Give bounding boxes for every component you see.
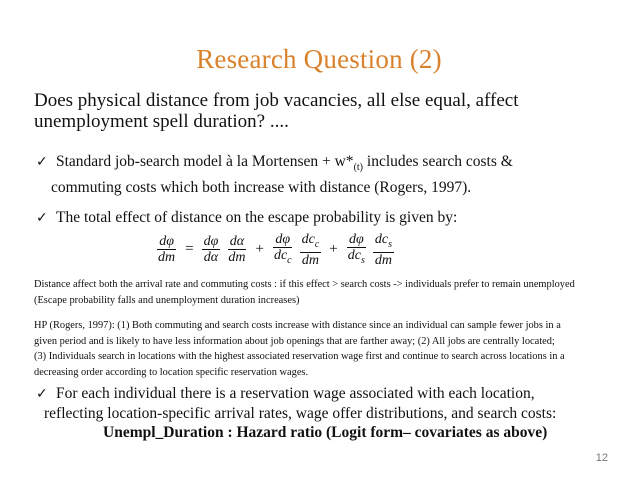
bullet-search-model <box>36 152 616 198</box>
note-line-1: Distance affect both the arrival rate and commuting costs : if this effect > search costs -> individuals prefer to remain unemployed <box>34 279 575 290</box>
distance-effect-note <box>34 277 614 308</box>
bullet1-text-a: Standard job-search model à la Mortensen + w* <box>56 153 354 170</box>
checkmark-icon: ✓ <box>36 154 48 170</box>
question-line-2: unemployment spell duration? .... <box>34 111 289 132</box>
bullet-reservation-wage <box>36 384 626 424</box>
hp-line-2: given period and is likely to have less information about job openings that are farther away; (2) All jobs are centrally located; <box>34 335 555 347</box>
hypotheses-note <box>34 318 614 380</box>
question-line-1: Does physical distance from job vacancies, all else equal, affect <box>34 90 519 111</box>
hp-line-3: (3) Individuals search in locations with the highest associated reservation wage first and continue to search across locations in a <box>34 351 565 362</box>
checkmark-icon: ✓ <box>36 210 48 226</box>
bullet3-line-1: For each individual there is a reservation wage associated with each location, <box>56 385 535 402</box>
checkmark-icon: ✓ <box>36 386 48 402</box>
bullet-total-effect <box>36 208 616 228</box>
fraction-dcs-dm: $\frac{dc_s}{dm}$ <box>374 232 392 268</box>
escape-probability-equation <box>156 232 394 268</box>
fraction-dalpha-dm: $\frac{d\alpha}{dm}$ <box>228 234 246 266</box>
fraction-dphi-dalpha: $\frac{d\varphi}{d\alpha}$ <box>203 234 219 266</box>
bullet3-line-2: reflecting location-specific arrival rates, wage offer distributions, and search costs: <box>44 405 557 422</box>
bullet1-line-2: commuting costs which both increase with distance (Rogers, 1997). <box>51 179 472 197</box>
hp-line-4: decreasing order according to location specific reservation wages. <box>34 366 309 378</box>
bullet1-subscript: (t) <box>353 162 364 174</box>
model-specification: Unempl_Duration : Hazard ratio (Logit form– covariates as above) <box>103 424 548 441</box>
fraction-dcc-dm: $\frac{dc_c}{dm}$ <box>301 232 320 268</box>
plus-sign: + <box>255 241 264 258</box>
fraction-dphi-dcc: $\frac{d\varphi}{dc_c}$ <box>273 232 292 266</box>
equals-sign: = <box>185 241 194 258</box>
fraction-dphi-dm: $\frac{d\varphi}{dm}$ <box>158 234 176 266</box>
fraction-dphi-dcs: $\frac{d\varphi}{dc_s}$ <box>347 232 365 266</box>
note-line-2: (Escape probability falls and unemployment duration increases) <box>34 294 300 306</box>
page-number: 12 <box>595 452 608 464</box>
bullet2-text: The total effect of distance on the escape probability is given by: <box>56 209 458 226</box>
bullet1-text-b: includes search costs & <box>363 153 513 170</box>
hp-line-1: HP (Rogers, 1997): (1) Both commuting and search costs increase with distance since an individual can sample fewer jobs in a <box>34 320 561 331</box>
research-question <box>34 90 614 132</box>
slide-title: Research Question (2) <box>196 44 442 74</box>
plus-sign: + <box>329 241 338 258</box>
